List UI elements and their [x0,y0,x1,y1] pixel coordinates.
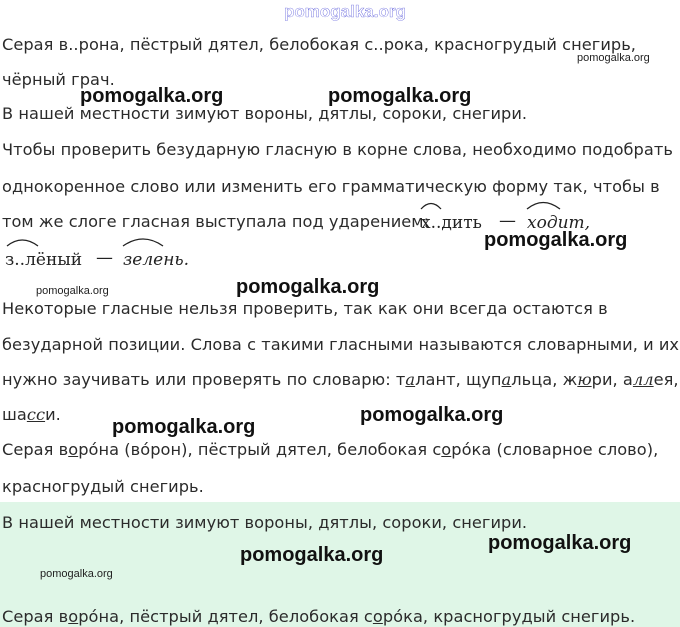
text-span: ея, [653,370,679,389]
example-word-zelen: зелень. [123,250,190,270]
text-line-6-prefix: том же слоге гласная выступала под ударением: [2,212,430,231]
underlined-letter: а [501,370,512,389]
example-word-hodit-stressed: ходит, [527,213,591,233]
example-dash: — [96,248,113,268]
text-span: ро́ка (словарное слово), [451,440,659,459]
text-span: лант, щуп [415,370,502,389]
text-line-8: Некоторые гласные нельзя проверить, так как они всегда остаются в [2,299,608,318]
watermark-small: pomogalka.org [577,52,650,64]
underlined-letter: сс [26,405,46,424]
text-line-13: красногрудый снегирь. [2,477,204,496]
text-span: ро́на (во́рон), пёстрый дятел, белобокая с [78,440,442,459]
text-line-12 [2,440,658,460]
watermark: pomogalka.org [328,85,472,107]
text-line-1: Серая в..рона, пёстрый дятел, белобокая с..рока, красногрудый снегирь, [2,35,636,54]
underlined-letter: о [68,607,79,626]
text-span: льца, ж [511,370,578,389]
answer-line-1: В нашей местности зимуют вороны, дятлы, сороки, снегири. [2,513,528,532]
watermark-top: pomogalka.org [284,2,406,21]
text-span: нужно заучивать или проверять по словарю: т [2,370,406,389]
watermark: pomogalka.org [360,404,504,426]
text-line-2: чёрный грач. [2,70,115,89]
underlined-letter: о [68,440,79,459]
text-line-9: безударной позиции. Слова с такими гласными называются словарными, и их [2,335,680,354]
text-span: Серая в [2,607,69,626]
watermark: pomogalka.org [80,85,224,107]
text-span: ша [2,405,27,424]
watermark: pomogalka.org [112,416,256,438]
watermark: pomogalka.org [488,532,632,554]
text-span: ро́на, пёстрый дятел, белобокая с [78,607,373,626]
text-line-3: В нашей местности зимуют вороны, дятлы, сороки, снегири. [2,104,528,123]
watermark-small: pomogalka.org [36,285,109,297]
watermark: pomogalka.org [240,544,384,566]
root-arc-mark [421,204,441,210]
underlined-letter: о [441,440,452,459]
example-dash: — [499,211,516,231]
underlined-letter: а [405,370,416,389]
text-span: Серая в [2,440,69,459]
watermark-small: pomogalka.org [40,568,113,580]
text-line-5: однокоренное слово или изменить его грамматическую форму так, чтобы в [2,177,660,196]
watermark: pomogalka.org [484,229,628,251]
text-span: и. [45,405,61,424]
root-arc-mark [7,240,38,246]
text-span: ро́ка, красногрудый снегирь. [382,607,636,626]
root-arc-mark [527,203,560,210]
answer-line-2 [2,607,635,627]
example-word-zelyony: з..лёный [5,250,83,270]
underlined-letter: лл [632,370,654,389]
root-arc-mark [123,239,163,246]
example-word-hodit-unstressed: х..дить [421,213,482,233]
text-span: ри, а [591,370,633,389]
underlined-letter: ю [577,370,592,389]
text-line-10 [2,370,679,390]
underlined-letter: о [372,607,383,626]
watermark: pomogalka.org [236,276,380,298]
text-line-11 [2,405,61,425]
text-line-4: Чтобы проверить безударную гласную в корне слова, необходимо подобрать [2,140,673,159]
